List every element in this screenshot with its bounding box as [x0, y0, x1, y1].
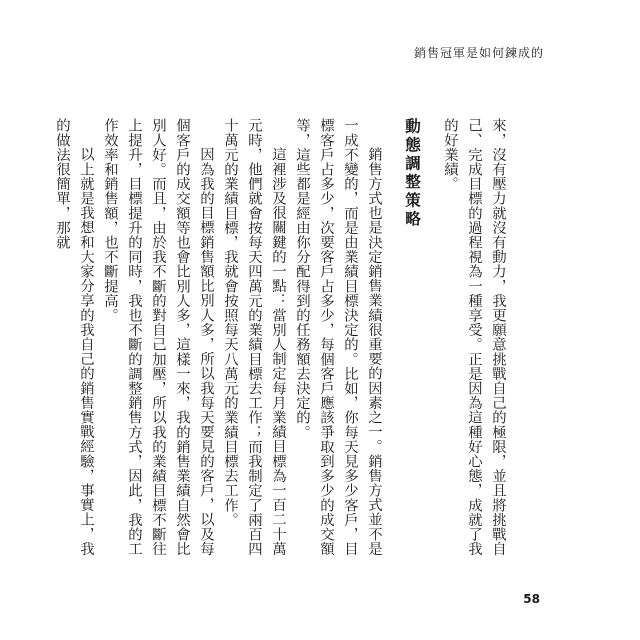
- body-paragraph: 以上就是我想和大家分享的我自己的銷售實戰經驗，事實上，我的做法很簡單，那就: [54, 118, 94, 556]
- page-number: 58: [523, 592, 540, 606]
- body-paragraph: 因為我的目標銷售額比別人多，所以我每天要見的客戶，以及每個客戶的成交額等也會比別人多，這樣一來，我的銷售業績自然會比別人好。而且，由於我不斷的對自己加壓，所以我的業績目標不斷往上提升，目標提升的同時，我也不斷的調整銷售方式，因此，我的工作效率和銷售額，也不斷提高。: [102, 118, 214, 556]
- intro-paragraph: 來，沒有壓力就沒有動力，我更願意挑戰自己的極限，並且將挑戰自己、完成目標的過程視為一種享受。正是因為這種好心態，成就了我的好業績。: [442, 118, 506, 556]
- vertical-text-block: [54, 118, 510, 568]
- section-heading: 動態調整策略: [403, 118, 421, 229]
- body-paragraph: 這裡涉及很關鍵的一點：當別人制定每月業績目標為一百二十萬元時，他們就會按每天四萬元的業績目標去工作；而我制定了兩百四十萬元的業績目標，我就會按照每天八萬元的業績目標去工作。: [222, 118, 286, 556]
- running-header: 銷售冠軍是如何鍊成的: [413, 46, 544, 60]
- body-paragraph: 銷售方式也是決定銷售業績很重要的因素之一。銷售方式並不是一成不變的，而是由業績目標決定的。比如，你每天見多少客戶，目標客戶占多少，次要客戶占多少，每個客戶應該爭取到多少的成交額等，這些都是經由你分配得到的任務額去決定的。: [294, 118, 382, 556]
